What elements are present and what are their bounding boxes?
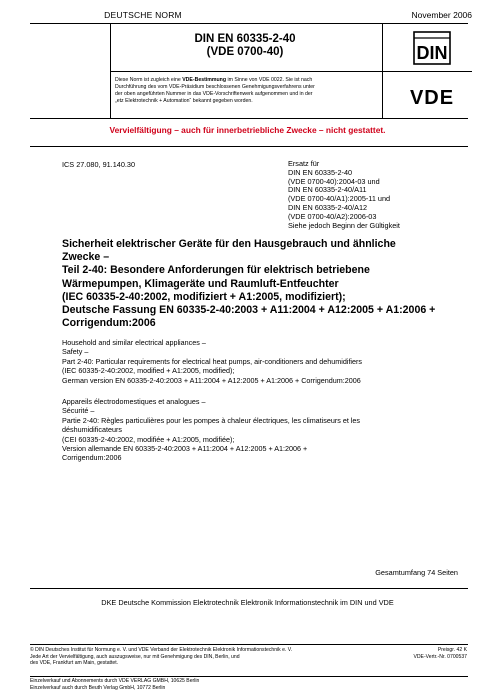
title-german: Sicherheit elektrischer Geräte für den Hausgebrauch und ähnliche Zwecke – Teil 2-40: Besondere Anforderungen für elektrisch betriebene Wärmepumpen, Klimageräte und Raumluft-Entfeuchter (IEC 60335-2-40:2002, modifiziert + A1:2005, modifiziert); Deutsche Fassung EN 60335-2-40:2003 + A11:2004 + A12:2005 + A1:2006 + Corrigendum:2006 xyxy=(62,238,436,330)
supersedes-list: Ersatz für DIN EN 60335-2-40 (VDE 0700-40):2004-03 und DIN EN 60335-2-40/A11 (VDE 0700-40/A1):2005-11 und DIN EN 60335-2-40/A12 (VDE 0700-40/A2):2006-03 Siehe jedoch Beginn der Gültigkeit xyxy=(288,159,400,230)
vde-notice: Diese Norm ist zugleich eine VDE-Bestimmung im Sinne von VDE 0022. Sie ist nach Durchführung des vom VDE-Präsidium beschlossenen Genehmigungsverfahrens unter der oben angeführten Nummer in das VDE-Vorschriftenwerk aufgenommen und in der „etz Elektrotechnik + Automation“ bekannt gegeben worden. xyxy=(115,77,315,104)
committee-top-divider xyxy=(30,588,468,589)
header-divider xyxy=(30,23,468,24)
title-english: Household and similar electrical appliances – Safety – Part 2-40: Particular requirements for electrical heat pumps, air-conditioners and dehumidifiers (IEC 60335-2-40:2002, modified + A1:2005, modified); German version EN 60335-2-40:2003 + A11:2004 + A12:2005 + A1:2006 + Corrigendum:2006 xyxy=(62,338,363,385)
total-pages: Gesamtumfang 74 Seiten xyxy=(375,568,458,577)
price-info xyxy=(395,647,467,660)
document-category: DEUTSCHE NORM xyxy=(104,10,182,20)
svg-text:DIN: DIN xyxy=(416,43,448,63)
title-box-bottom-border xyxy=(30,118,468,119)
sales-divider xyxy=(30,676,468,677)
footer-divider xyxy=(30,644,468,645)
ics-code: ICS 27.080, 91.140.30 xyxy=(62,160,136,169)
standard-number: DIN EN 60335-2-40 xyxy=(194,33,296,45)
committee-name: DKE Deutsche Kommission Elektrotechnik Elektronik Informationstechnik im DIN und VDE xyxy=(101,598,394,607)
copyright-notice: © DIN Deutsches Institut für Normung e. V. und VDE Verband der Elektrotechnik Elektronik Informationstechnik e. V. Jede Art der Vervielfältigung, auch auszugsweise, nur mit Genehmigung des DIN, Berlin, und des VDE, Frankfurt am Main, gestattet. xyxy=(30,647,293,667)
din-logo xyxy=(392,28,472,68)
order-number: VDE-Vertr.-Nr. 0700537 xyxy=(413,653,467,660)
price-group: Preisgr. 42 K xyxy=(437,647,467,653)
reproduction-notice: Vervielfältigung – auch für innerbetriebliche Zwecke – nicht gestattet. xyxy=(109,125,386,135)
vde-number: (VDE 0700-40) xyxy=(206,46,284,58)
title-box-divider xyxy=(110,71,472,72)
title-french: Appareils électrodomestiques et analogues – Sécurité – Partie 2-40: Règles particulières pour les pompes à chaleur électriques, les climatiseurs et les déshumidificateurs (CEI 60335-2-40:2002, modifiée + A1:2005, modifiée); Version allemande EN 60335-2-40:2003 + A11:2004 + A12:2005 + A1:2006 + Corrigendum:2006 xyxy=(62,397,361,463)
notice-divider xyxy=(30,146,468,147)
vde-logo xyxy=(392,84,472,108)
sales-info: Einzelverkauf und Abonnements durch VDE VERLAG GMBH, 10625 Berlin Einzelverkauf auch durch Beuth Verlag GmbH, 10772 Berlin xyxy=(30,678,200,691)
svg-text:VDE: VDE xyxy=(409,87,455,108)
standard-title xyxy=(110,33,380,59)
publication-date: November 2006 xyxy=(411,10,472,20)
